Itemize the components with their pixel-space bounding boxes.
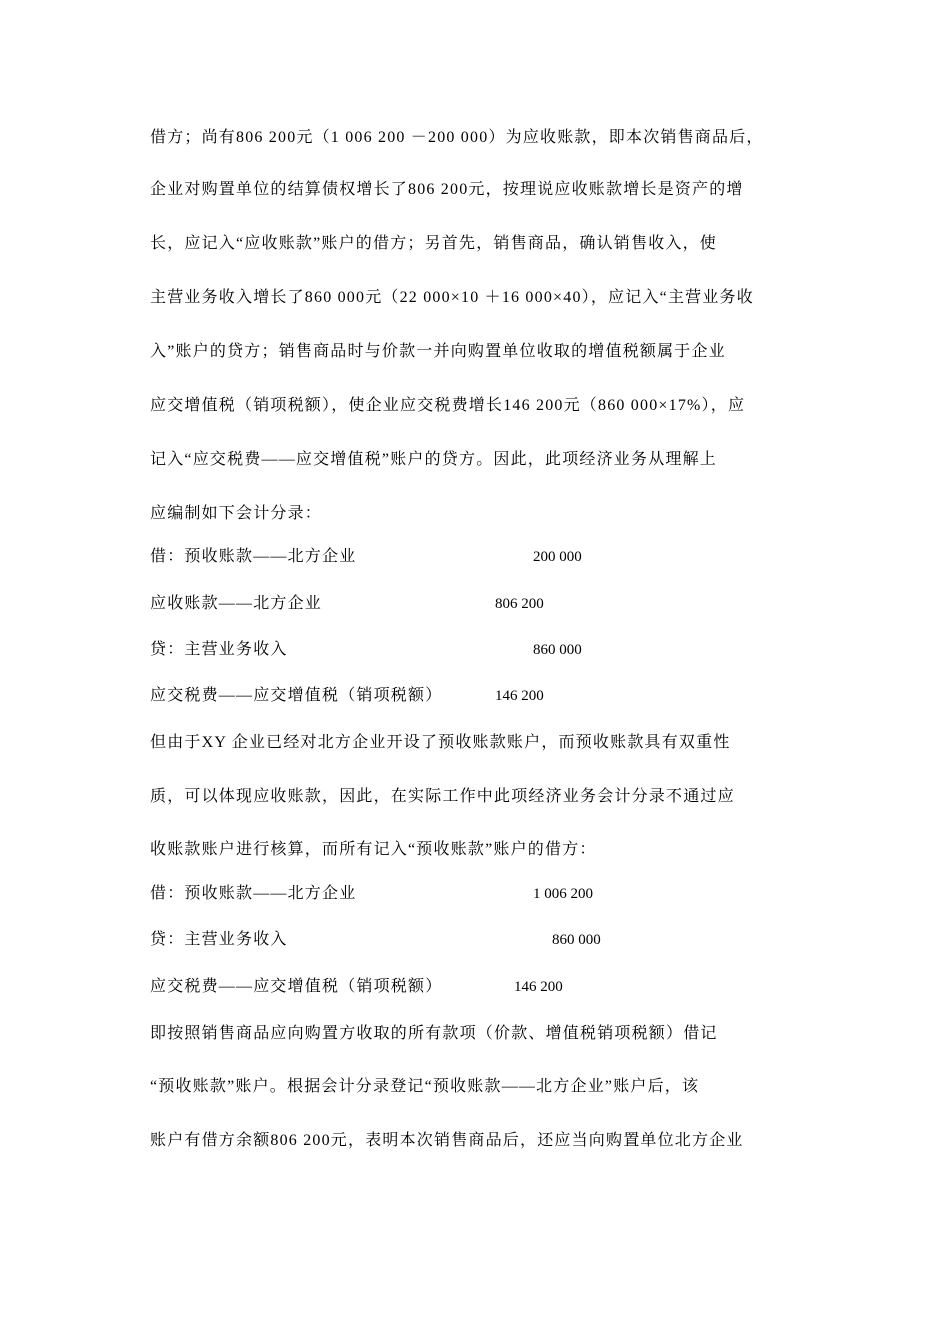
entry-account: 应交税费——应交增值税（销项税额） xyxy=(150,687,443,704)
paragraph-line: “预收账款”账户。根据会计分录登记“预收账款——北方企业”账户后，该 xyxy=(150,1078,700,1095)
paragraph-line: 企业对购置单位的结算债权增长了806 200元，按理说应收账款增长是资产的增 xyxy=(150,181,744,198)
paragraph-line: 记入“应交税费——应交增值税”账户的贷方。因此，此项经济业务从理解上 xyxy=(150,451,718,468)
entry-amount: 200 000 xyxy=(533,549,582,565)
paragraph-line: 账户有借方余额806 200元，表明本次销售商品后，还应当向购置单位北方企业 xyxy=(150,1132,744,1149)
entry-amount: 806 200 xyxy=(495,596,544,612)
entry-account: 应收账款——北方企业 xyxy=(150,595,323,612)
entry-amount: 146 200 xyxy=(495,688,544,704)
paragraph-line: 应交增值税（销项税额），使企业应交税费增长146 200元（860 000×17%），应 xyxy=(150,397,746,414)
paragraph-line: 应编制如下会计分录： xyxy=(150,505,323,522)
entry-amount: 860 000 xyxy=(552,932,601,948)
entry-amount: 860 000 xyxy=(533,642,582,658)
entry-account: 借：预收账款——北方企业 xyxy=(150,548,357,565)
paragraph-line: 借方；尚有806 200元（1 006 200 －200 000）为应收账款，即本次销售商品后， xyxy=(150,129,764,146)
paragraph-line: 长，应记入“应收账款”账户的借方；另首先，销售商品，确认销售收入，使 xyxy=(150,235,718,252)
entry-amount: 146 200 xyxy=(514,979,563,995)
entry-account: 贷：主营业务收入 xyxy=(150,931,288,948)
paragraph-line: 但由于XY 企业已经对北方企业开设了预收账款账户，而预收账款具有双重性 xyxy=(150,734,731,751)
entry-amount: 1 006 200 xyxy=(533,886,593,902)
paragraph-line: 质，可以体现应收账款，因此，在实际工作中此项经济业务会计分录不通过应 xyxy=(150,788,735,805)
entry-account: 贷：主营业务收入 xyxy=(150,641,288,658)
paragraph-line: 入”账户的贷方；销售商品时与价款一并向购置单位收取的增值税额属于企业 xyxy=(150,343,726,360)
entry-account: 借：预收账款——北方企业 xyxy=(150,885,357,902)
paragraph-line: 主营业务收入增长了860 000元（22 000×10 ＋16 000×40），应记入“主营业务收 xyxy=(150,289,754,306)
entry-account: 应交税费——应交增值税（销项税额） xyxy=(150,978,443,995)
paragraph-line: 即按照销售商品应向购置方收取的所有款项（价款、增值税销项税额）借记 xyxy=(150,1025,718,1042)
paragraph-line: 收账款账户进行核算，而所有记入“预收账款”账户的借方： xyxy=(150,841,597,858)
